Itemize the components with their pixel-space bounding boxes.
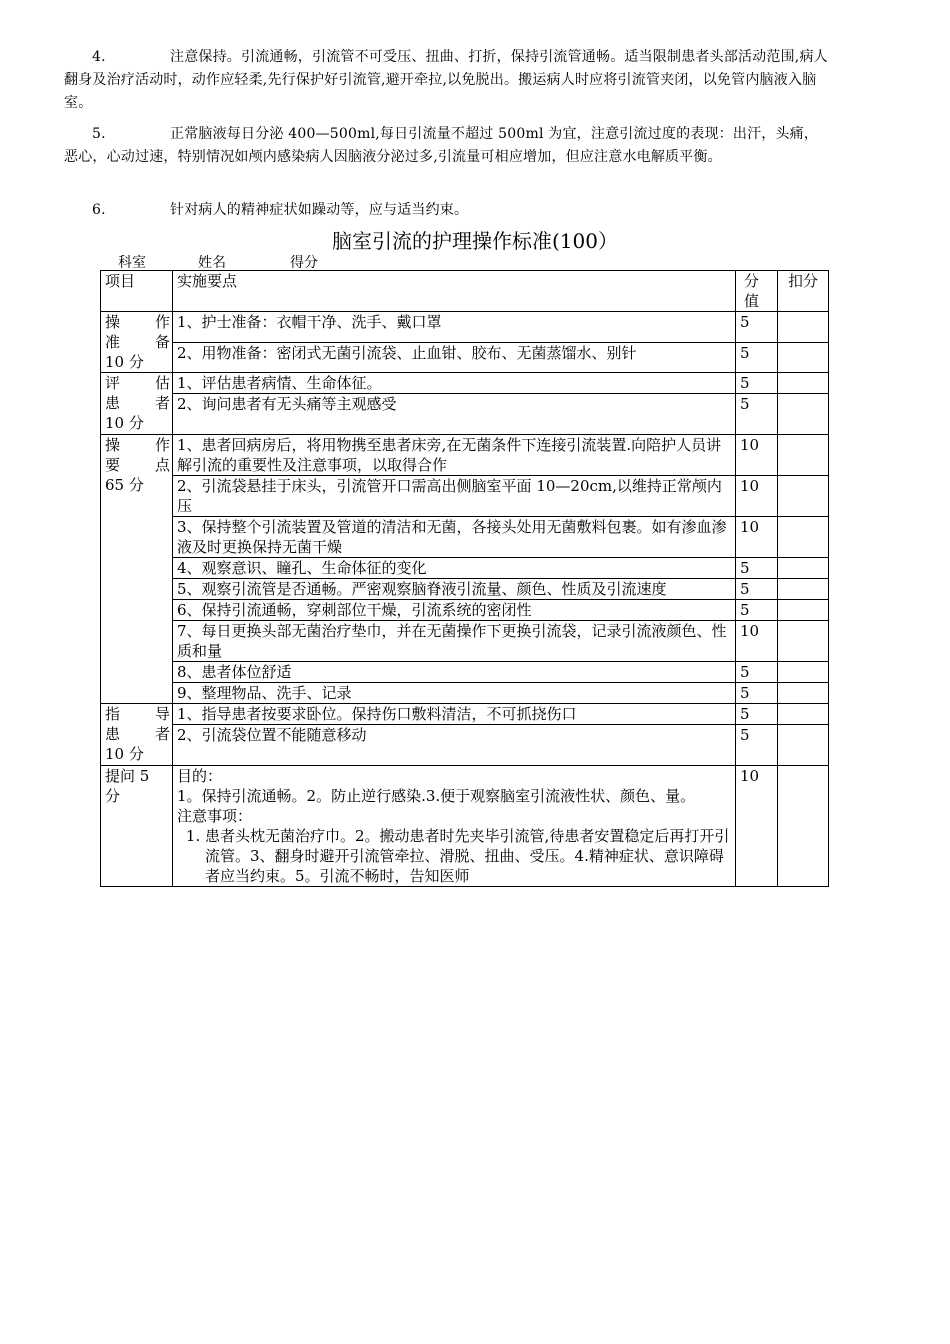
- point-cell: 4、观察意识、瞳孔、生命体征的变化: [173, 558, 736, 579]
- value-cell: 10: [736, 517, 778, 558]
- value-cell: 5: [736, 600, 778, 621]
- dept-label: 科室: [118, 255, 146, 271]
- deduct-cell: [778, 312, 829, 343]
- point-cell: 2、引流袋位置不能随意移动: [173, 725, 736, 766]
- table-row: [101, 394, 829, 435]
- note-text: 针对病人的精神症状如躁动等，应与适当约束。: [170, 202, 469, 218]
- point-cell: 1、患者回病房后，将用物携至患者床旁,在无菌条件下连接引流装置.向陪护人员讲解引流的重要性及注意事项，以取得合作: [173, 435, 736, 476]
- deduct-cell: [778, 558, 829, 579]
- deduct-cell: [778, 600, 829, 621]
- category-cell: 提问 5 分: [101, 766, 173, 887]
- value-cell: 10: [736, 476, 778, 517]
- point-cell: 8、患者体位舒适: [173, 662, 736, 683]
- value-cell: 10: [736, 435, 778, 476]
- deduct-cell: [778, 662, 829, 683]
- value-cell: 5: [736, 373, 778, 394]
- point-cell: 1、评估患者病情、生命体征。: [173, 373, 736, 394]
- table-row: [101, 766, 829, 887]
- point-cell: 3、保持整个引流装置及管道的清洁和无菌，各接头处用无菌敷料包裹。如有渗血渗液及时更换保持无菌干燥: [173, 517, 736, 558]
- table-row: [101, 342, 829, 373]
- table-row: [101, 704, 829, 725]
- table-row: [101, 435, 829, 476]
- deduct-cell: [778, 342, 829, 373]
- deduct-cell: [778, 621, 829, 662]
- header-value: 分值: [736, 271, 778, 312]
- deduct-cell: [778, 373, 829, 394]
- deduct-cell: [778, 683, 829, 704]
- notes-label: 注意事项：: [177, 807, 253, 825]
- document-title: 脑室引流的护理操作标准(100）: [332, 229, 618, 253]
- table-row: [101, 558, 829, 579]
- header-points: 实施要点: [173, 271, 736, 312]
- purpose-text: 1。保持引流通畅。2。防止逆行感染.3.便于观察脑室引流液性状、颜色、量。: [177, 787, 696, 805]
- note-text: 注意保持。引流通畅，引流管不可受压、扭曲、打折，保持引流管通畅。适当限制患者头部活动范围,病人翻身及治疗活动时，动作应轻柔,先行保护好引流管,避开牵拉,以免脱出。搬运病人时应将引流管夹闭，以免管内脑液入脑室。: [64, 49, 828, 111]
- value-cell: 5: [736, 312, 778, 343]
- standard-table: [100, 270, 829, 887]
- point-cell: 2、用物准备：密闭式无菌引流袋、止血钳、胶布、无菌蒸馏水、别针: [173, 342, 736, 373]
- deduct-cell: [778, 766, 829, 887]
- deduct-cell: [778, 476, 829, 517]
- score-label: 得分: [290, 255, 318, 271]
- table-row: [101, 312, 829, 343]
- category-cell: 操 作 准 备 10 分: [101, 312, 173, 373]
- point-cell: 2、询问患者有无头痛等主观感受: [173, 394, 736, 435]
- category-cell: 评 估 患 者 10 分: [101, 373, 173, 435]
- point-cell: 1、指导患者按要求卧位。保持伤口敷料清洁，不可抓挠伤口: [173, 704, 736, 725]
- deduct-cell: [778, 704, 829, 725]
- point-cell: 2、引流袋悬挂于床头，引流管开口需高出侧脑室平面 10—20cm,以维持正常颅内压: [173, 476, 736, 517]
- table-row: [101, 600, 829, 621]
- point-cell: 5、观察引流管是否通畅。严密观察脑脊液引流量、颜色、性质及引流速度: [173, 579, 736, 600]
- name-label: 姓名: [198, 255, 226, 271]
- note-number: 6.: [92, 202, 106, 218]
- value-cell: 5: [736, 342, 778, 373]
- value-cell: 5: [736, 662, 778, 683]
- note-5: [64, 123, 828, 169]
- table-row: [101, 662, 829, 683]
- point-cell: 9、整理物品、洗手、记录: [173, 683, 736, 704]
- table-header-row: [101, 271, 829, 312]
- table-row: [101, 621, 829, 662]
- question-cell: [173, 766, 736, 887]
- value-cell: 5: [736, 579, 778, 600]
- table-row: [101, 683, 829, 704]
- value-cell: 5: [736, 558, 778, 579]
- purpose-label: 目的：: [177, 767, 223, 785]
- value-cell: 5: [736, 725, 778, 766]
- header-item: 项目: [101, 271, 173, 312]
- deduct-cell: [778, 435, 829, 476]
- table-row: [101, 373, 829, 394]
- notes-list: [177, 826, 733, 886]
- point-cell: 6、保持引流通畅，穿刺部位干燥，引流系统的密闭性: [173, 600, 736, 621]
- table-row: [101, 517, 829, 558]
- deduct-cell: [778, 725, 829, 766]
- table-row: [101, 476, 829, 517]
- value-cell: 10: [736, 766, 778, 887]
- value-cell: 5: [736, 704, 778, 725]
- point-cell: 1、护士准备：衣帽干净、洗手、戴口罩: [173, 312, 736, 343]
- note-4: [64, 46, 828, 115]
- point-cell: 7、每日更换头部无菌治疗垫巾，并在无菌操作下更换引流袋，记录引流液颜色、性质和量: [173, 621, 736, 662]
- note-number: 4.: [92, 49, 106, 65]
- value-cell: 5: [736, 394, 778, 435]
- note-6: [64, 199, 828, 222]
- category-cell: 操 作 要 点 65 分: [101, 435, 173, 704]
- category-cell: 指 导 患 者 10 分: [101, 704, 173, 766]
- table-row: [101, 579, 829, 600]
- value-cell: 10: [736, 621, 778, 662]
- value-cell: 5: [736, 683, 778, 704]
- note-number: 5.: [92, 126, 106, 142]
- table-row: [101, 725, 829, 766]
- deduct-cell: [778, 579, 829, 600]
- deduct-cell: [778, 394, 829, 435]
- header-deduct: 扣分: [778, 271, 829, 312]
- deduct-cell: [778, 517, 829, 558]
- note-text: 正常脑液每日分泌 400—500ml,每日引流量不超过 500ml 为宜，注意引流过度的表现：出汗，头痛，恶心，心动过速，特别情况如颅内感染病人因脑液分泌过多,引流量可相应增加，但应注意水电解质平衡。: [64, 126, 819, 165]
- notes-item: 1. 患者头枕无菌治疗巾。2。搬动患者时先夹毕引流管,待患者安置稳定后再打开引流管。3、翻身时避开引流管牵拉、滑脱、扭曲、受压。4.精神症状、意识障碍者应当约束。5。引流不畅时，告知医师: [205, 826, 733, 886]
